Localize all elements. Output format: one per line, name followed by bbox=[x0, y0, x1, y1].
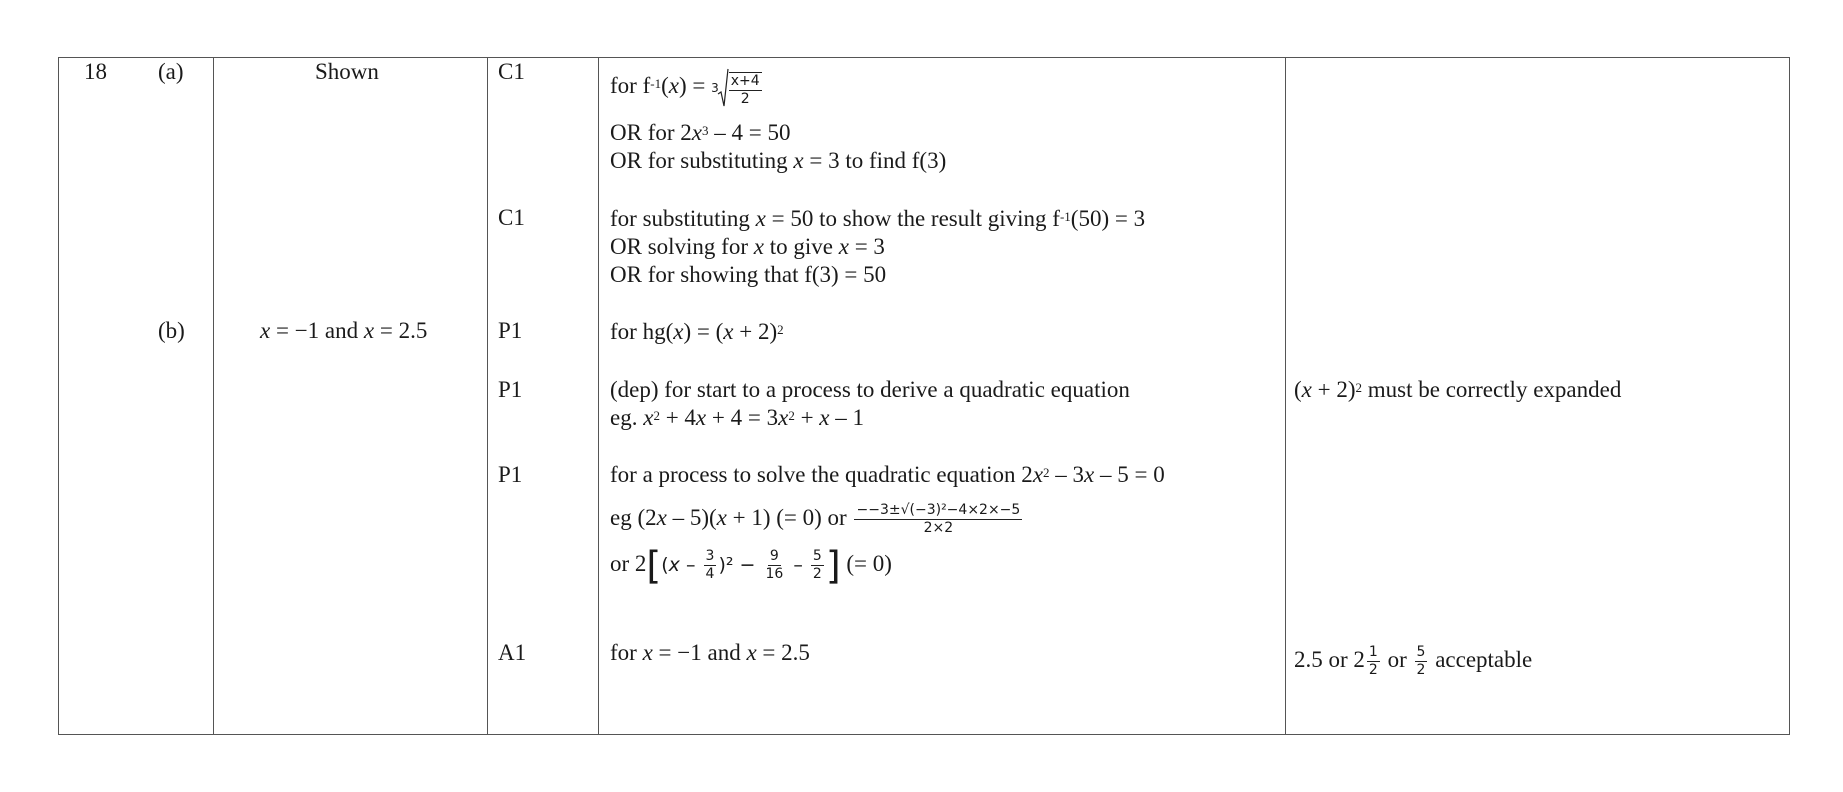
column-divider bbox=[1285, 58, 1286, 734]
working-p1c-line1: for a process to solve the quadratic equation $2x^2 - 3x - 5 = 0$ bbox=[610, 462, 1165, 487]
working-c1b-line3: OR for showing that f(3) = 50 bbox=[610, 262, 887, 287]
working-c1a-line1: for $f^{-1}(x)$ = 3 $\frac{x+4}{2}$ bbox=[610, 66, 762, 108]
note-p1b: $(x + 2)^2$ must be correctly expanded bbox=[1294, 377, 1622, 402]
part-a-label: (a) bbox=[158, 59, 184, 84]
column-divider bbox=[598, 58, 599, 734]
quadratic-formula: $\frac{\text{−−3±√(−3)²−4×2×−5}}{2\times 2}$ bbox=[856, 502, 1021, 537]
working-p1b-line1: (dep) for start to a process to derive a quadratic equation bbox=[610, 377, 1130, 402]
radical-sign bbox=[717, 68, 729, 108]
column-divider bbox=[213, 58, 214, 734]
answer-a: Shown bbox=[315, 59, 379, 84]
working-p1c-line3: or 2[(x – $\frac{3}{4}$ )² − $\frac{9}{16}$ – $\frac{5}{2}$ ] (= 0) bbox=[610, 543, 892, 588]
mark-code: A1 bbox=[498, 640, 527, 665]
note-a1: 2.5 or 2 $\frac{1}{2}$ or $\frac{5}{2}$ acceptable bbox=[1294, 644, 1533, 679]
answer-b: x = −1 and x = 2.5 bbox=[260, 318, 428, 343]
working-p1b-line2: eg. $x^2 + 4x + 4 = 3x^2 + x - 1$ bbox=[610, 405, 865, 430]
working-p1a: for $hg(x) = (x + 2)^2$ bbox=[610, 319, 784, 344]
working-a1: for x = −1 and x = 2.5 bbox=[610, 640, 810, 665]
working-p1c-line2: eg (2x – 5)(x + 1) (= 0) or $\frac{\text{−−3±√(−3)²−4×2×−5}}{2\times 2}$ bbox=[610, 502, 1021, 537]
part-b-label: (b) bbox=[158, 318, 185, 343]
column-divider bbox=[487, 58, 488, 734]
mark-code: P1 bbox=[498, 318, 523, 343]
working-c1b-line2: OR solving for x to give x = 3 bbox=[610, 234, 885, 259]
mark-code: C1 bbox=[498, 205, 525, 230]
working-c1a-line2: OR for $2x^3 - 4 = 50$ bbox=[610, 120, 791, 145]
mark-code: C1 bbox=[498, 59, 525, 84]
working-c1b-line1: for substituting x = 50 to show the result giving $f^{-1}(50) = 3$ bbox=[610, 206, 1146, 231]
working-c1a-line3: OR for substituting x = 3 to find f(3) bbox=[610, 148, 947, 173]
question-number: 18 bbox=[84, 59, 107, 84]
mark-code: P1 bbox=[498, 377, 523, 402]
mark-code: P1 bbox=[498, 462, 523, 487]
cube-root: 3 $\frac{x+4}{2}$ bbox=[711, 68, 762, 108]
